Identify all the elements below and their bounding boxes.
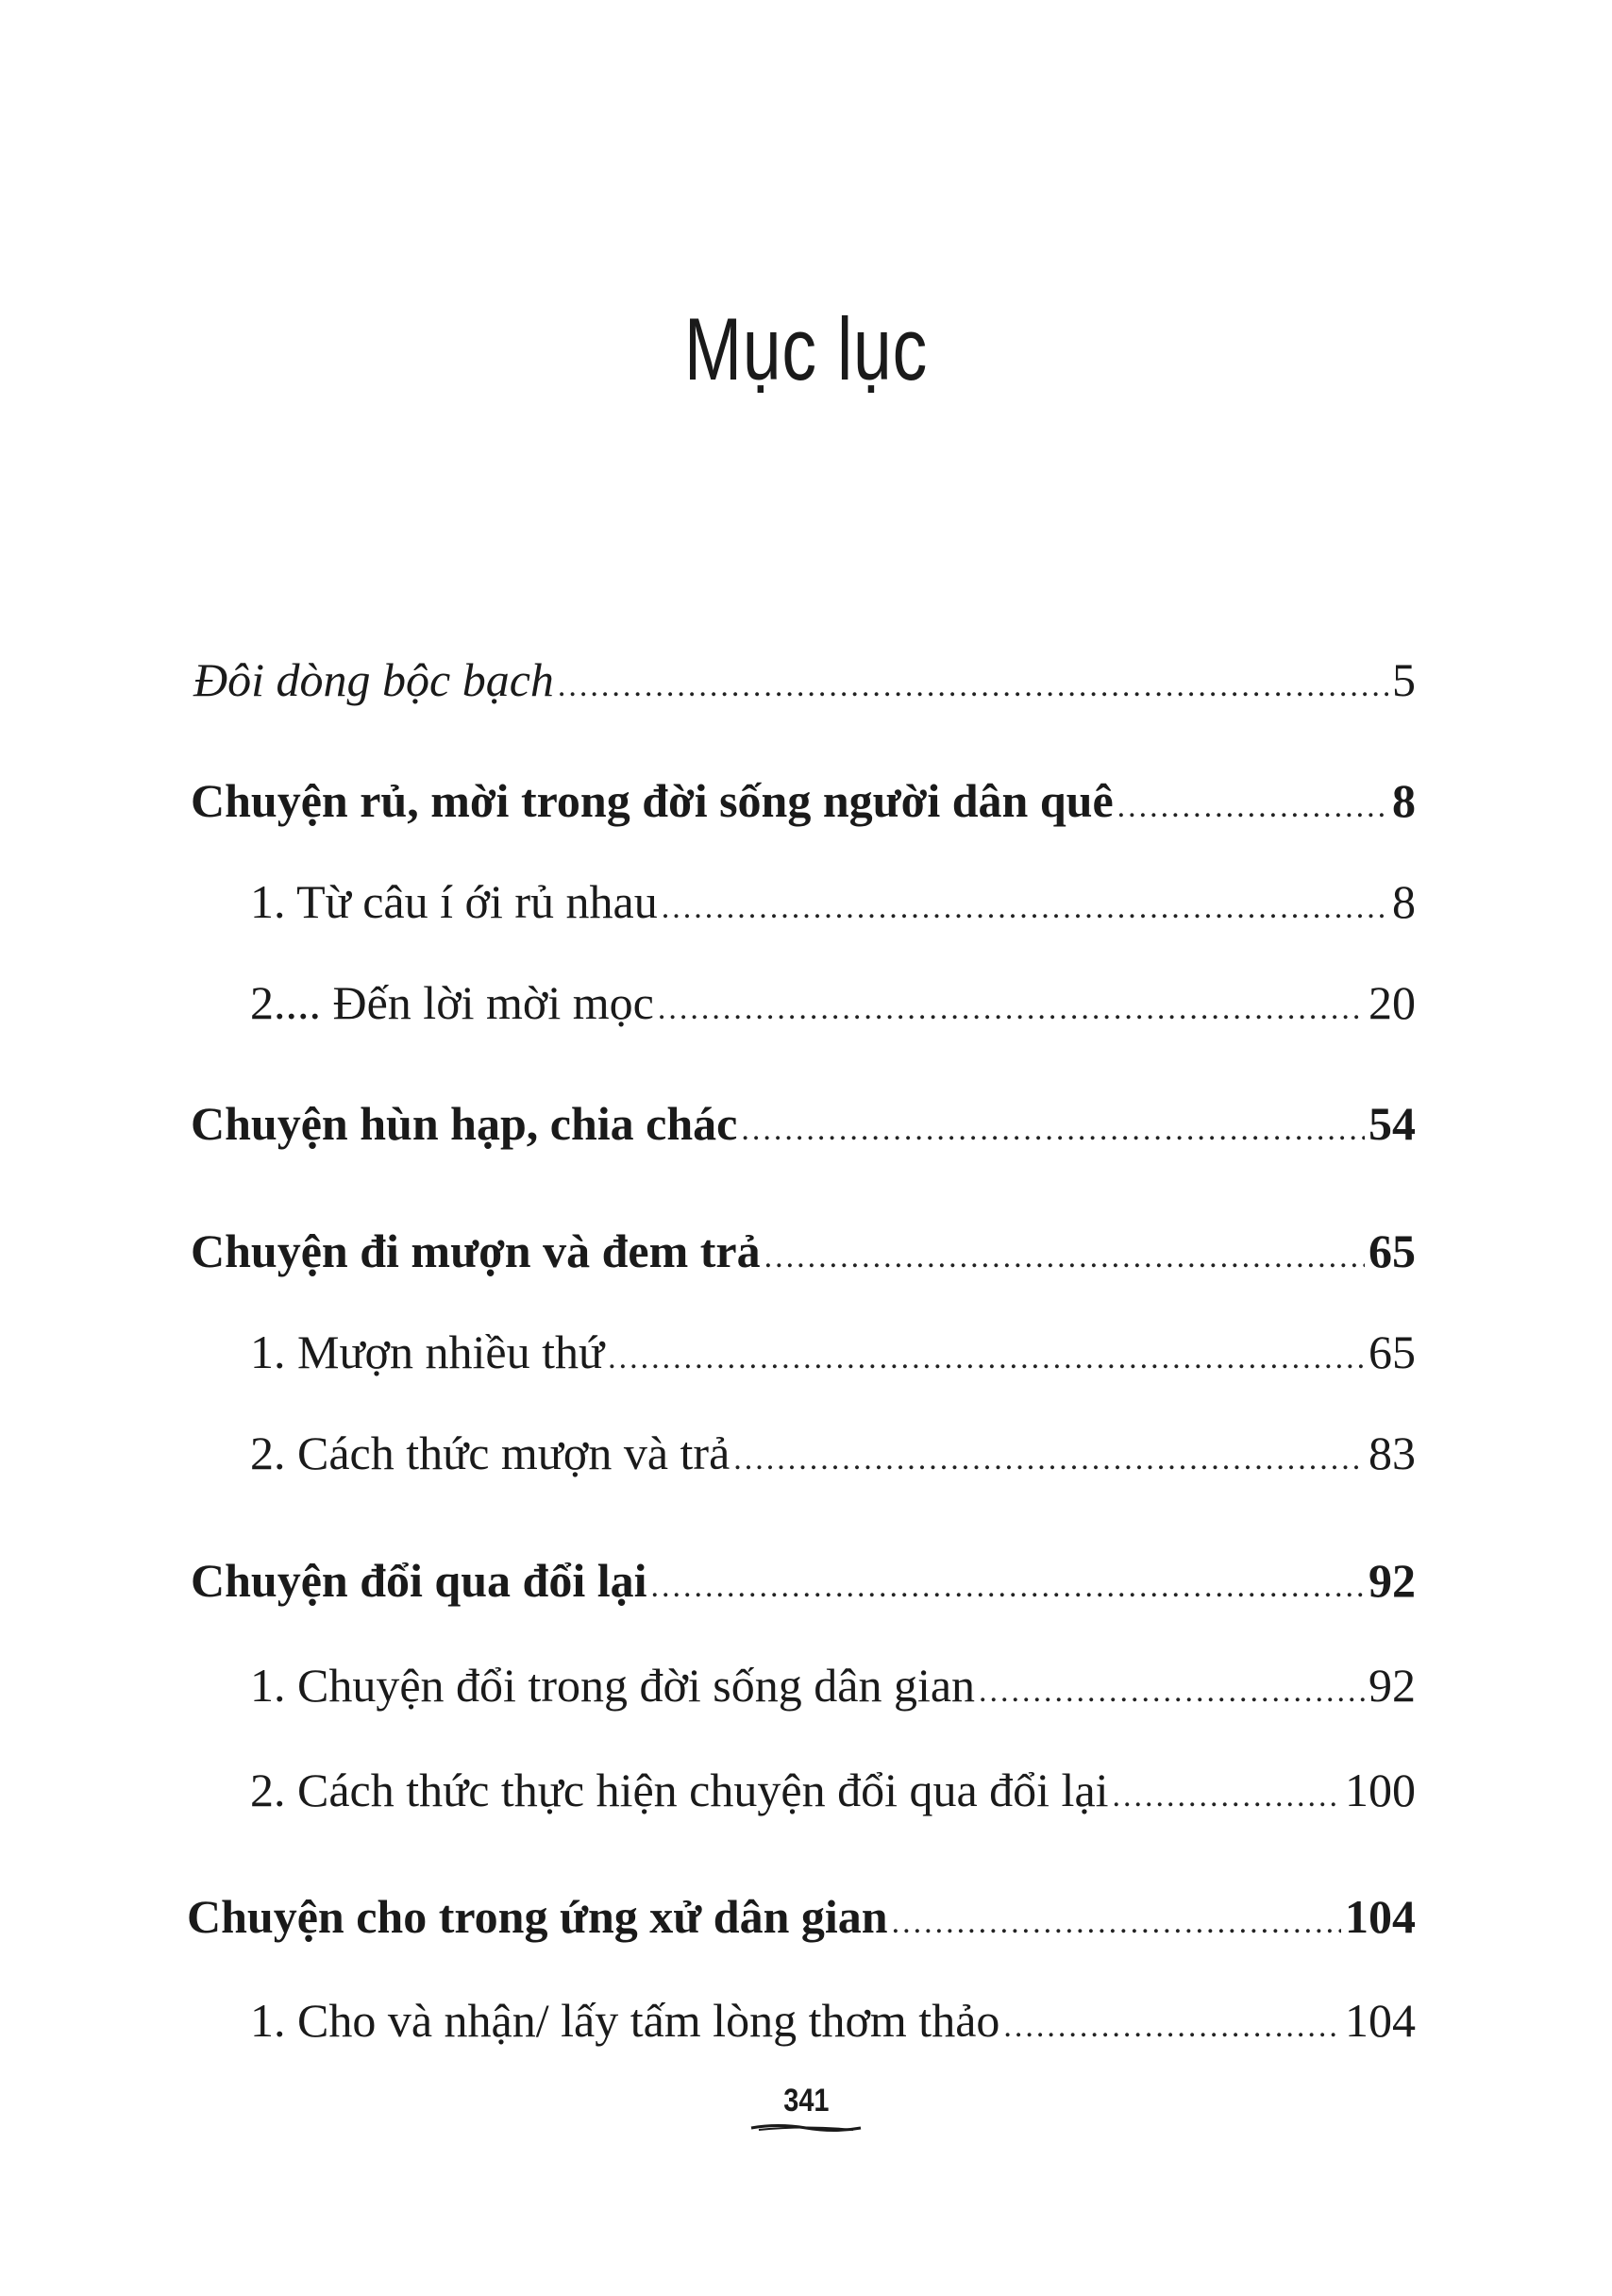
toc-entry-page: 104 [1345, 1890, 1416, 1943]
dot-leader [1113, 1759, 1341, 1834]
toc-entry-label: 1. Từ câu í ới rủ nhau [250, 875, 658, 928]
toc-entry [187, 1879, 1416, 1954]
page-number: 341 [782, 2083, 830, 2119]
toc-entry-page: 104 [1345, 1994, 1416, 2047]
ornament-divider-icon [749, 2121, 863, 2135]
toc-entry-label: Chuyện rủ, mời trong đời sống người dân quê [191, 774, 1114, 827]
dot-leader [764, 1220, 1365, 1295]
toc-entry-label: Chuyện cho trong ứng xử dân gian [187, 1890, 888, 1943]
toc-entry-page: 8 [1392, 875, 1416, 928]
toc-entry-label: 1. Mượn nhiều thứ [250, 1325, 605, 1378]
toc-entry-label: 2. Cách thức thực hiện chuyện đổi qua đổi lại [250, 1764, 1109, 1816]
toc-entry-label: 2. Cách thức mượn và trả [250, 1427, 730, 1479]
toc-entry-label: Chuyện đổi qua đổi lại [191, 1554, 647, 1607]
dot-leader [558, 649, 1388, 724]
toc-entry-label: Chuyện đi mượn và đem trả [191, 1224, 761, 1277]
toc-entry-label: Đôi dòng bộc bạch [193, 653, 554, 706]
toc-entry [250, 965, 1416, 1040]
toc-entry-label: 1. Cho và nhận/ lấy tấm lòng thơm thảo [250, 1994, 1000, 2047]
toc-entry [193, 642, 1416, 718]
toc-entry-page: 65 [1369, 1224, 1416, 1277]
toc-entry [250, 1752, 1416, 1828]
dot-leader [892, 1885, 1341, 1961]
toc-entry [250, 1415, 1416, 1491]
toc-entry-page: 20 [1369, 976, 1416, 1029]
dot-leader [651, 1549, 1365, 1625]
toc-entry [250, 864, 1416, 939]
toc-entry [191, 763, 1416, 838]
toc-entry [250, 1314, 1416, 1390]
toc-entry-page: 100 [1345, 1764, 1416, 1816]
dot-leader [1003, 1989, 1341, 2065]
toc-entry [191, 1213, 1416, 1289]
page-title: Mục lục [683, 299, 929, 398]
toc-entry-page: 8 [1392, 774, 1416, 827]
dot-leader [658, 971, 1365, 1047]
toc-entry [250, 1983, 1416, 2058]
toc-entry-page: 92 [1369, 1659, 1416, 1712]
toc-entry-page: 92 [1369, 1554, 1416, 1607]
toc-entry-label: 2.... Đến lời mời mọc [250, 976, 654, 1029]
dot-leader [733, 1422, 1365, 1497]
toc-entry-label: 1. Chuyện đổi trong đời sống dân gian [250, 1659, 976, 1712]
toc-entry-page: 5 [1392, 653, 1416, 706]
toc-entry-page: 83 [1369, 1427, 1416, 1479]
toc-entry-label: Chuyện hùn hạp, chia chác [191, 1097, 738, 1150]
toc-entry-page: 54 [1369, 1097, 1416, 1150]
toc-entry [191, 1543, 1416, 1618]
dot-leader [741, 1092, 1365, 1168]
dot-leader [1117, 769, 1388, 845]
page-footer [0, 2082, 1612, 2135]
toc-entry [250, 1647, 1416, 1723]
toc-entry [191, 1086, 1416, 1161]
dot-leader [662, 870, 1388, 946]
dot-leader [979, 1654, 1365, 1730]
dot-leader [608, 1321, 1365, 1396]
toc-entry-page: 65 [1369, 1325, 1416, 1378]
